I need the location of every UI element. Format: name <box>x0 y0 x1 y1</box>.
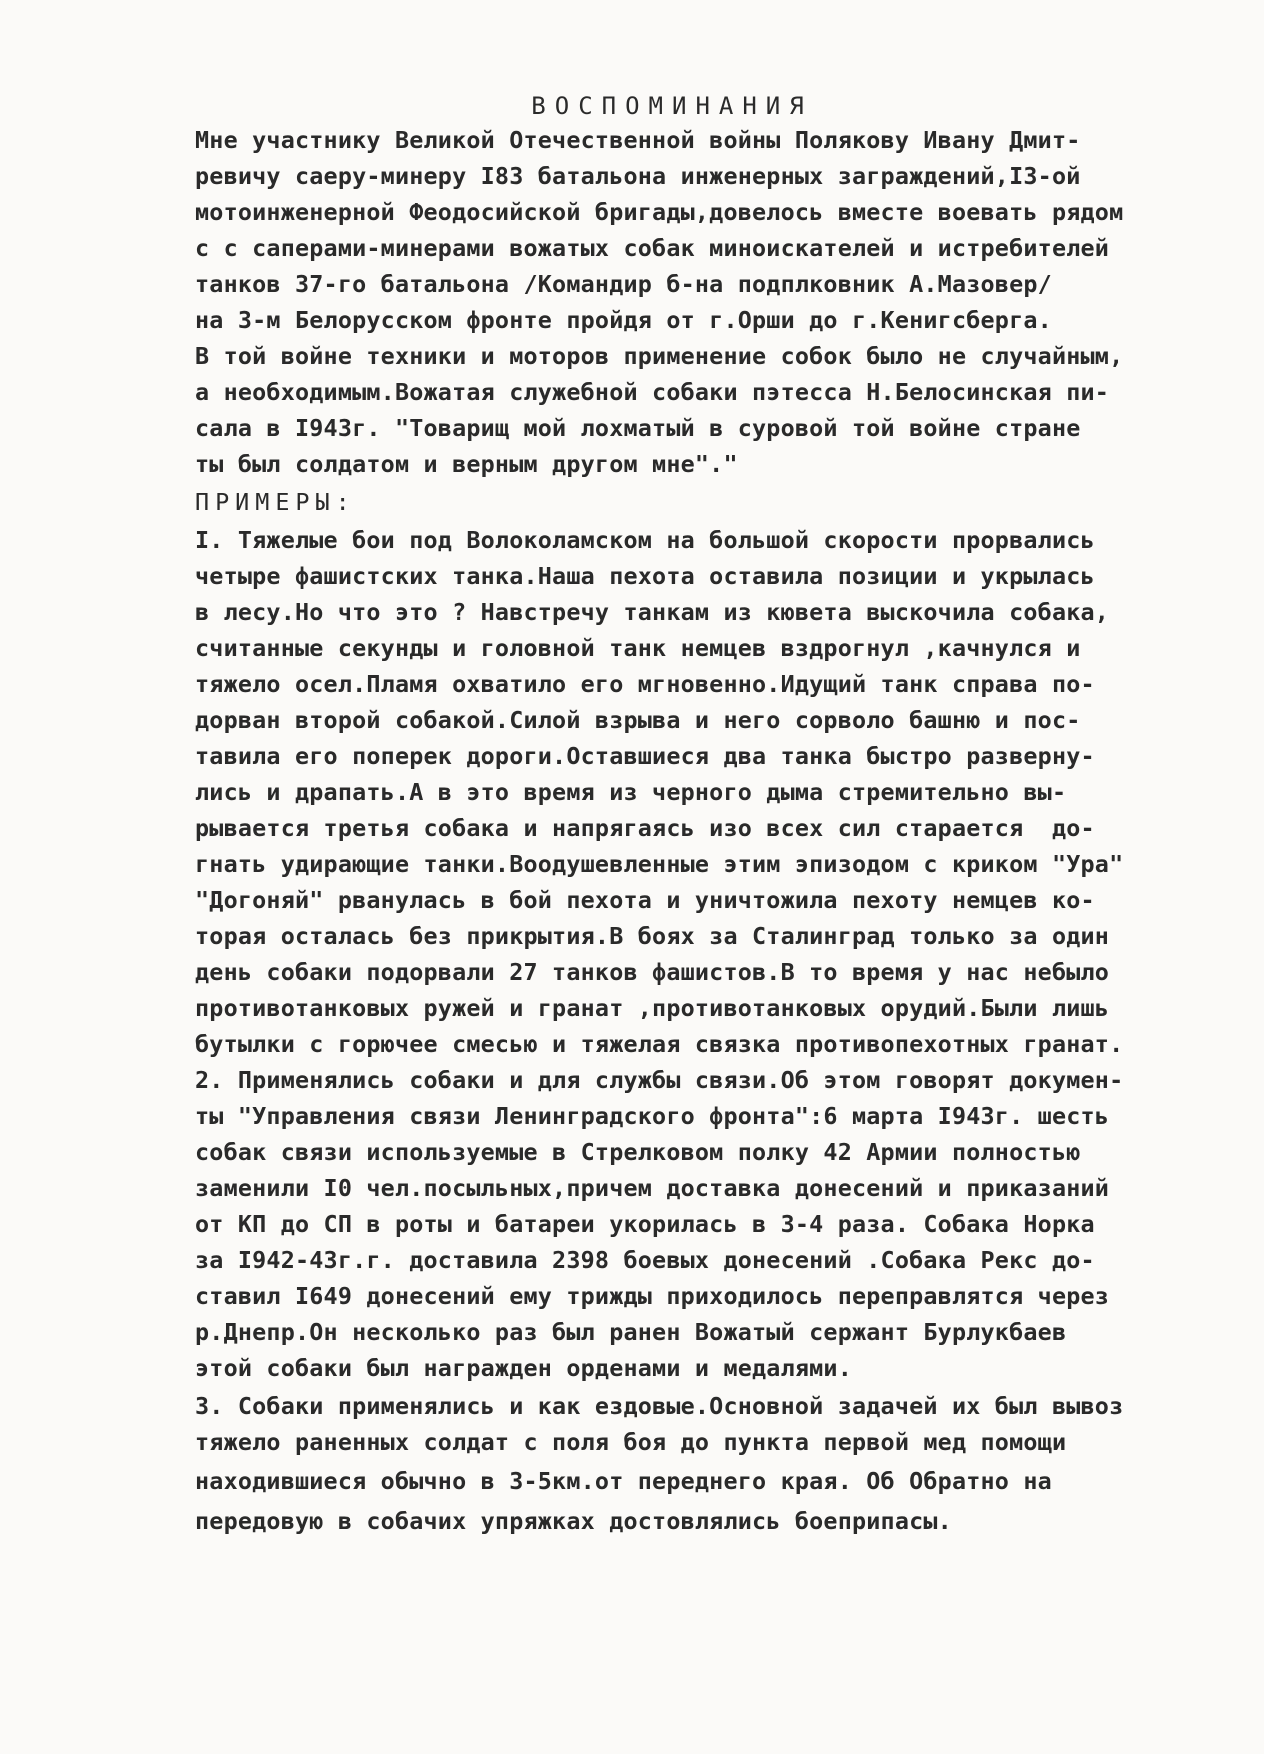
text-line: танков 37-го батальона /Командир б-на подплковник А.Мазовер/ <box>195 270 1052 298</box>
text-line: находившиеся обычно в 3-5км.от переднего края. Об Обратно на <box>195 1467 1052 1495</box>
text-line: I. Тяжелые бои под Волоколамском на большой скорости прорвались <box>195 526 1095 554</box>
text-line: лись и драпать.А в это время из черного дыма стремительно вы- <box>195 778 1067 806</box>
text-line: мотоинженерной Феодосийской бригады,довелось вместе воевать рядом <box>195 198 1124 226</box>
text-line: этой собаки был награжден орденами и медалями. <box>195 1354 852 1382</box>
text-line: сала в I943г. "Товарищ мой лохматый в суровой той войне стране <box>195 414 1081 442</box>
text-line: заменили I0 чел.посыльных,причем доставка донесений и приказаний <box>195 1174 1110 1202</box>
text-line: рывается третья собака и напрягаясь изо всех сил старается до- <box>195 814 1095 842</box>
text-line: в лесу.Но что это ? Навстречу танкам из кювета выскочила собака, <box>195 598 1110 626</box>
text-line: за I942-43г.г. доставила 2398 боевых донесений .Собака Рекс до- <box>195 1246 1095 1274</box>
text-line: дорван второй собакой.Силой взрыва и него сорволо башню и пос- <box>195 706 1081 734</box>
text-line: считанные секунды и головной танк немцев вздрогнул ,качнулся и <box>195 634 1081 662</box>
text-line: ставил I649 донесений ему трижды приходилось переправлятся через <box>195 1282 1110 1310</box>
text-line: гнать удирающие танки.Воодушевленные этим эпизодом с криком "Ура" <box>195 850 1124 878</box>
text-line: тяжело осел.Пламя охватило его мгновенно.Идущий танк справа по- <box>195 670 1095 698</box>
text-line: В той войне техники и моторов применение собок было не случайным, <box>195 342 1124 370</box>
section-heading: ПРИМЕРЫ: <box>195 488 356 516</box>
text-line: день собаки подорвали 27 танков фашистов.В то время у нас небыло <box>195 958 1110 986</box>
text-line: ревичу саеру-минеру I83 батальона инженерных заграждений,I3-ой <box>195 162 1081 190</box>
text-line: "Догоняй" рванулась в бой пехота и уничтожила пехоту немцев ко- <box>195 886 1095 914</box>
text-line: ты "Управления связи Ленинградского фронта":6 марта I943г. шесть <box>195 1102 1110 1130</box>
text-line: бутылки с горючее смесью и тяжелая связка противопехотных гранат. <box>195 1030 1124 1058</box>
text-line: четыре фашистских танка.Наша пехота оставила позиции и укрылась <box>195 562 1095 590</box>
text-line: передовую в собачих упряжках достовлялись боеприпасы. <box>195 1507 952 1535</box>
text-line: собак связи используемые в Стрелковом полку 42 Армии полностью <box>195 1138 1081 1166</box>
text-line: 2. Применялись собаки и для службы связи.Об этом говорят докумен- <box>195 1066 1124 1094</box>
text-line: р.Днепр.Он несколько раз был ранен Вожатый сержант Бурлукбаев <box>195 1318 1067 1346</box>
text-line: 3. Собаки применялись и как ездовые.Основной задачей их был вывоз <box>195 1392 1124 1420</box>
text-line: а необходимым.Вожатая служебной собаки пэтесса Н.Белосинская пи- <box>195 378 1110 406</box>
text-line: от КП до СП в роты и батареи укорилась в 3-4 раза. Собака Норка <box>195 1210 1095 1238</box>
text-line: на 3-м Белорусском фронте пройдя от г.Орши до г.Кенигсберга. <box>195 306 1052 334</box>
text-line: противотанковых ружей и гранат ,противотанковых орудий.Были лишь <box>195 994 1110 1022</box>
text-line: с с саперами-минерами вожатых собак миноискателей и истребителей <box>195 234 1110 262</box>
text-line: Мне участнику Великой Отечественной войны Полякову Ивану Дмит- <box>195 126 1081 154</box>
text-line: торая осталась без прикрытия.В боях за Сталинград только за один <box>195 922 1110 950</box>
document-title: ВОСПОМИНАНИЯ <box>531 92 813 120</box>
text-line: тавила его поперек дороги.Оставшиеся два танка быстро разверну- <box>195 742 1095 770</box>
text-line: тяжело раненных солдат с поля боя до пункта первой мед помощи <box>195 1428 1067 1456</box>
text-line: ты был солдатом и верным другом мне"." <box>195 450 738 478</box>
